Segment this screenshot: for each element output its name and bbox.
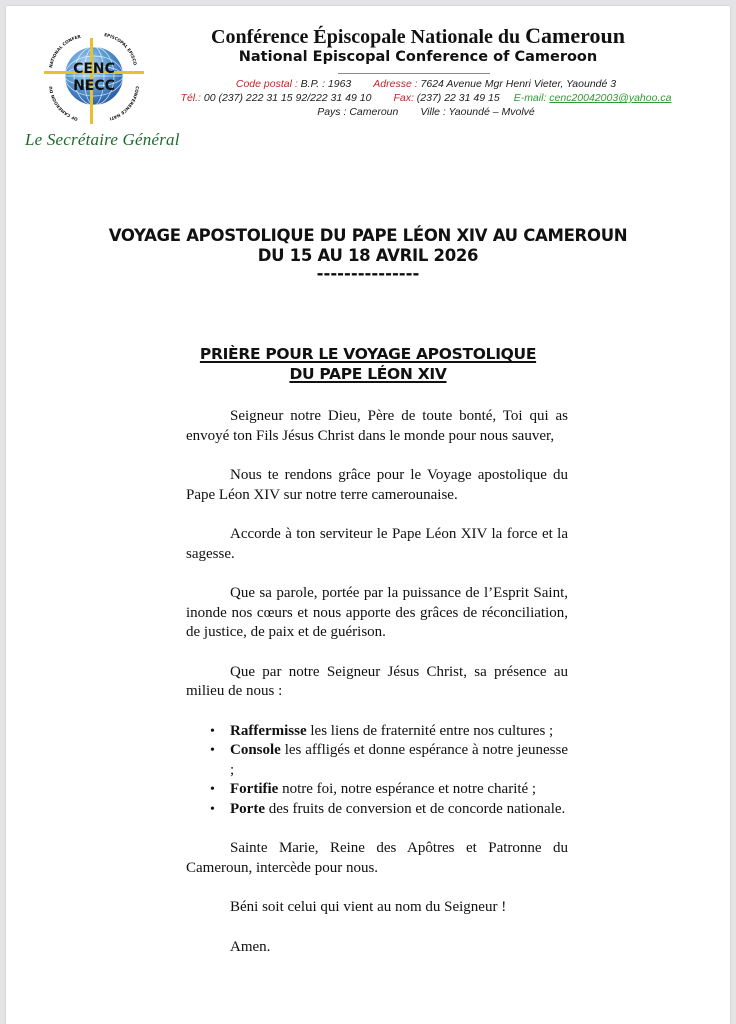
org-fr-part3: Cameroun [525,23,625,48]
postal-value: B.P. : 1963 [297,78,352,90]
cenc-necc-logo [38,28,150,124]
org-fr-part2: Épiscopale Nationale du [313,26,526,48]
secretary-signature-label: Le Secrétaire Général [25,130,180,149]
fax-label: Fax: [393,92,414,104]
svg-text:CENC: CENC [73,61,115,77]
contact-line-3 [166,106,686,118]
prayer-title-text-2: DU PAPE LÉON XIV [289,365,447,383]
list-item [210,722,568,742]
prayer-title-line-2 [6,365,730,383]
email-label: E-mail: [513,92,547,104]
prayer-paragraph: Seigneur notre Dieu, Père de toute bonté, Toi qui as envoyé ton Fils Jésus Christ dans le monde pour nous sauver, [186,408,568,444]
bullet-icon: • [210,801,215,817]
contact-line-2 [166,92,686,104]
svg-text:OF CAMEROON DU CAMEROUN: OF CAMEROON DU [48,86,79,122]
address-label: Adresse : [373,78,418,90]
svg-text:NECC: NECC [73,78,115,94]
list-item-verb: Console [230,742,281,758]
svg-text:CONFERENCE NATIONALE: CONFERENCE NATI [109,85,141,122]
header-divider [338,73,490,74]
organization-name-fr [198,23,638,49]
postal-label: Code postal : [235,78,298,90]
list-item-verb: Porte [230,800,265,817]
bullet-icon: • [210,723,215,739]
country: Pays : Cameroun [317,106,399,118]
organization-name-en: National Episcopal Conference of Cameroon [238,49,598,65]
prayer-paragraph: Accorde à ton serviteur le Pape Léon XIV la force et la sagesse. [186,526,568,562]
fax-value: (237) 22 31 49 15 [413,92,500,104]
org-fr-part1: Conférence [211,26,314,48]
bullet-icon: • [210,782,215,797]
list-item-text: les affligés et donne espérance à notre jeunesse ; [230,742,568,778]
city: Ville : Yaoundé – Mvolvé [420,106,535,118]
prayer-paragraph: Nous te rendons grâce pour le Voyage apostolique du Pape Léon XIV sur notre terre camerounaise. [186,467,568,503]
prayer-paragraph: Que sa parole, portée par la puissance de l’Esprit Saint, inonde nos cœurs et nous apporte des grâces de réconciliation, de justice, de paix et de guérison. [186,585,568,640]
list-item-text: notre foi, notre espérance et notre charité ; [278,781,537,797]
list-item-text: des fruits de conversion et de concorde nationale. [264,800,566,817]
list-item-text: les liens de fraternité entre nos cultures ; [306,722,554,739]
contact-line-1 [166,78,686,90]
prayer-closing: Béni soit celui qui vient au nom du Seigneur ! [230,899,507,915]
svg-text:NATIONAL CONFERENCE: NATIONAL CONFER [48,33,82,69]
tel-label: Tél.: [180,92,201,104]
prayer-body [186,407,568,977]
tel-value: 00 (237) 222 31 15 92/222 31 49 10 [200,92,372,104]
list-item [210,780,568,800]
list-item-verb: Raffermisse [230,722,307,739]
prayer-bullet-list [186,722,568,820]
email-link[interactable]: cenc20042003@yahoo.ca [549,92,672,104]
prayer-paragraph: Que par notre Seigneur Jésus Christ, sa présence au milieu de nous : [186,663,568,699]
bullet-icon: • [210,743,215,758]
title-separator: --------------- [316,264,420,283]
document-page [6,6,730,1024]
address-value: 7624 Avenue Mgr Henri Vieter, Yaoundé 3 [417,78,617,90]
list-item [210,741,568,780]
document-title-line-2: DU 15 AU 18 AVRIL 2026 [257,246,479,265]
prayer-title-line-1 [6,345,730,363]
list-item [210,800,568,820]
prayer-closing: Sainte Marie, Reine des Apôtres et Patronne du Cameroun, intercède pour nous. [186,840,568,876]
prayer-amen: Amen. [230,938,271,955]
prayer-title-text-1: PRIÈRE POUR LE VOYAGE APOSTOLIQUE [199,345,537,363]
list-item-verb: Fortifie [230,781,279,797]
document-title-line-1: VOYAGE APOSTOLIQUE DU PAPE LÉON XIV AU CAMEROUN [108,226,628,245]
svg-text:EPISCOPAL EPISCOPALE: EPISCOPAL EPISCO [103,32,138,66]
